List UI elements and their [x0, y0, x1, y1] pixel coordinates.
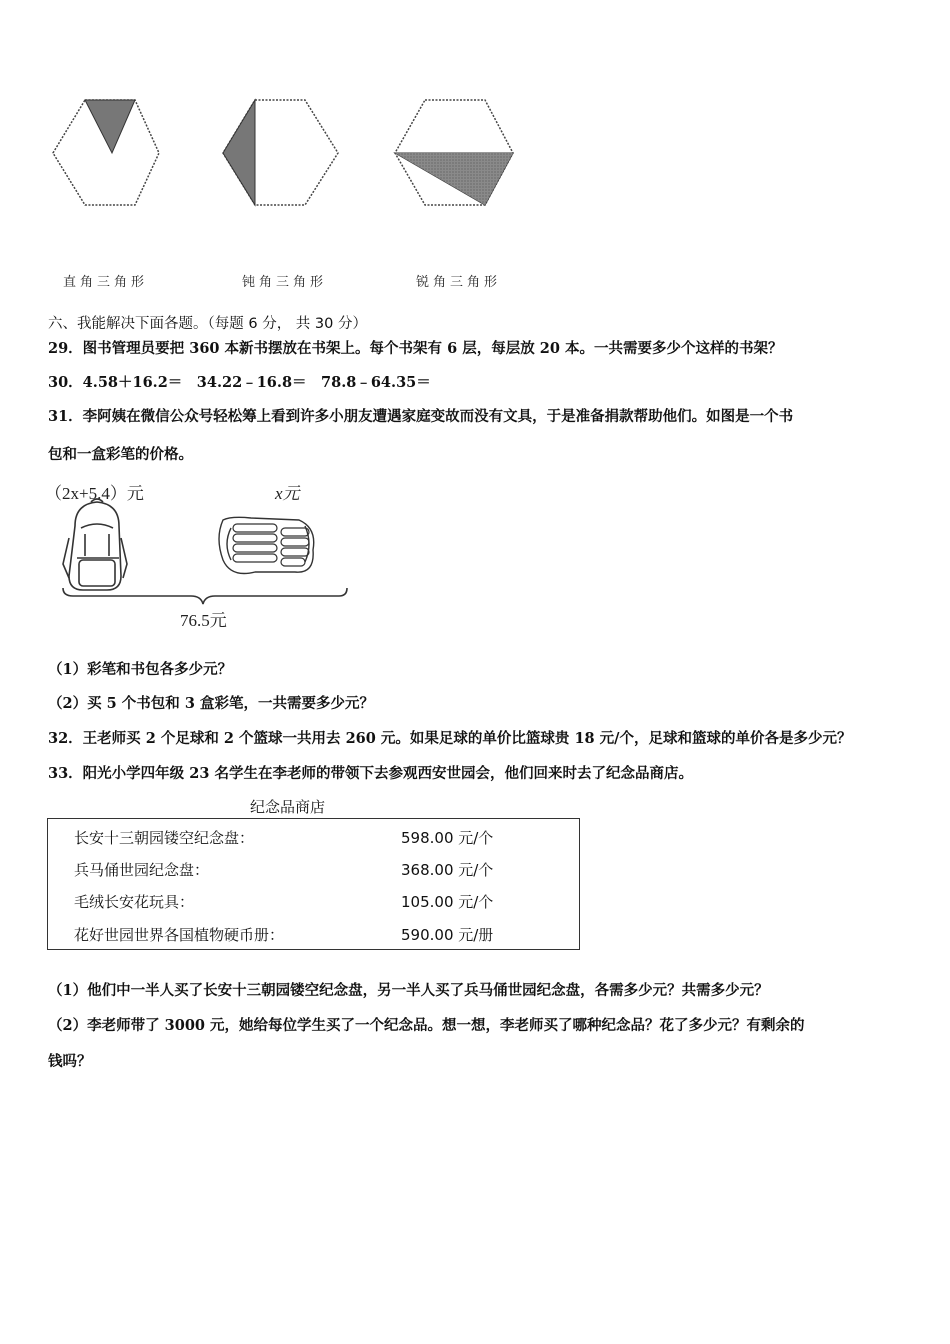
item-name: 长安十三朝园镂空纪念盘：: [74, 829, 255, 847]
question-32: 32．王老师买 2 个足球和 2 个篮球一共用去 260 元。如果足球的单价比篮球贵 18 元/个，足球和篮球的单价各是多少元？: [48, 730, 852, 747]
pen-price-label: x元: [275, 484, 300, 503]
question-30: 30．4.58＋16.2＝ 34.22﹣16.8＝ 78.8﹣64.35＝: [48, 374, 431, 391]
question-31-sub2: （2）买 5 个书包和 3 盒彩笔，一共需要多少元？: [48, 695, 374, 712]
item-name: 花好世园世界各国植物硬币册：: [74, 926, 285, 944]
hexagon-right-triangle: [53, 100, 159, 205]
table-row: [48, 924, 579, 948]
hexagon-label-obtuse: 钝角三角形: [242, 275, 328, 290]
question-33-sub2-line1: （2）李老师带了 3000 元，她给每位学生买了一个纪念品。想一想，李老师买了哪种纪念品？花了多少元？有剩余的: [48, 1017, 805, 1034]
hexagon-figures: [40, 90, 540, 215]
item-price: 590.00 元/册: [401, 926, 494, 944]
question-33-sub1: （1）他们中一半人买了长安十三朝园镂空纪念盘，另一半人买了兵马俑世园纪念盘，各需多少元？共需多少元？: [48, 982, 769, 999]
total-price-label: 76.5元: [180, 611, 227, 630]
item-price: 105.00 元/个: [401, 893, 494, 911]
question-33: 33．阳光小学四年级 23 名学生在李老师的带领下去参观西安世园会，他们回来时去了纪念品商店。: [48, 765, 693, 782]
colored-pens-illustration: [219, 517, 314, 573]
hexagon-obtuse-triangle: [223, 100, 338, 205]
hexagon-acute-triangle: [395, 100, 513, 205]
backpack-and-pens-figure: [55, 498, 355, 606]
item-name: 兵马俑世园纪念盘：: [74, 861, 210, 879]
hexagon-label-acute: 锐角三角形: [416, 275, 502, 290]
item-price: 368.00 元/个: [401, 861, 494, 879]
question-31-line1: 31．李阿姨在微信公众号轻松筹上看到许多小朋友遭遇家庭变故而没有文具，于是准备捐款帮助他们。如图是一个书: [48, 408, 794, 425]
backpack-illustration: [63, 499, 127, 590]
table-row: [48, 859, 579, 883]
table-row: [48, 827, 579, 851]
table-row: [48, 891, 579, 915]
question-29: 29．图书管理员要把 360 本新书摆放在书架上。每个书架有 6 层，每层放 20 本。一共需要多少个这样的书架？: [48, 340, 783, 357]
question-31-sub1: （1）彩笔和书包各多少元？: [48, 661, 233, 678]
bag-price-label: （2x+5.4）元: [45, 484, 144, 503]
item-price: 598.00 元/个: [401, 829, 494, 847]
shop-table-title: 纪念品商店: [250, 798, 326, 816]
hexagon-label-right: 直角三角形: [63, 275, 149, 290]
section-title: 六、我能解决下面各题。（每题 6 分， 共 30 分）: [48, 316, 367, 332]
souvenir-price-table: [47, 818, 580, 950]
question-33-sub2-line2: 钱吗？: [48, 1053, 92, 1070]
question-31-line2: 包和一盒彩笔的价格。: [48, 446, 193, 463]
item-name: 毛绒长安花玩具：: [74, 893, 195, 911]
